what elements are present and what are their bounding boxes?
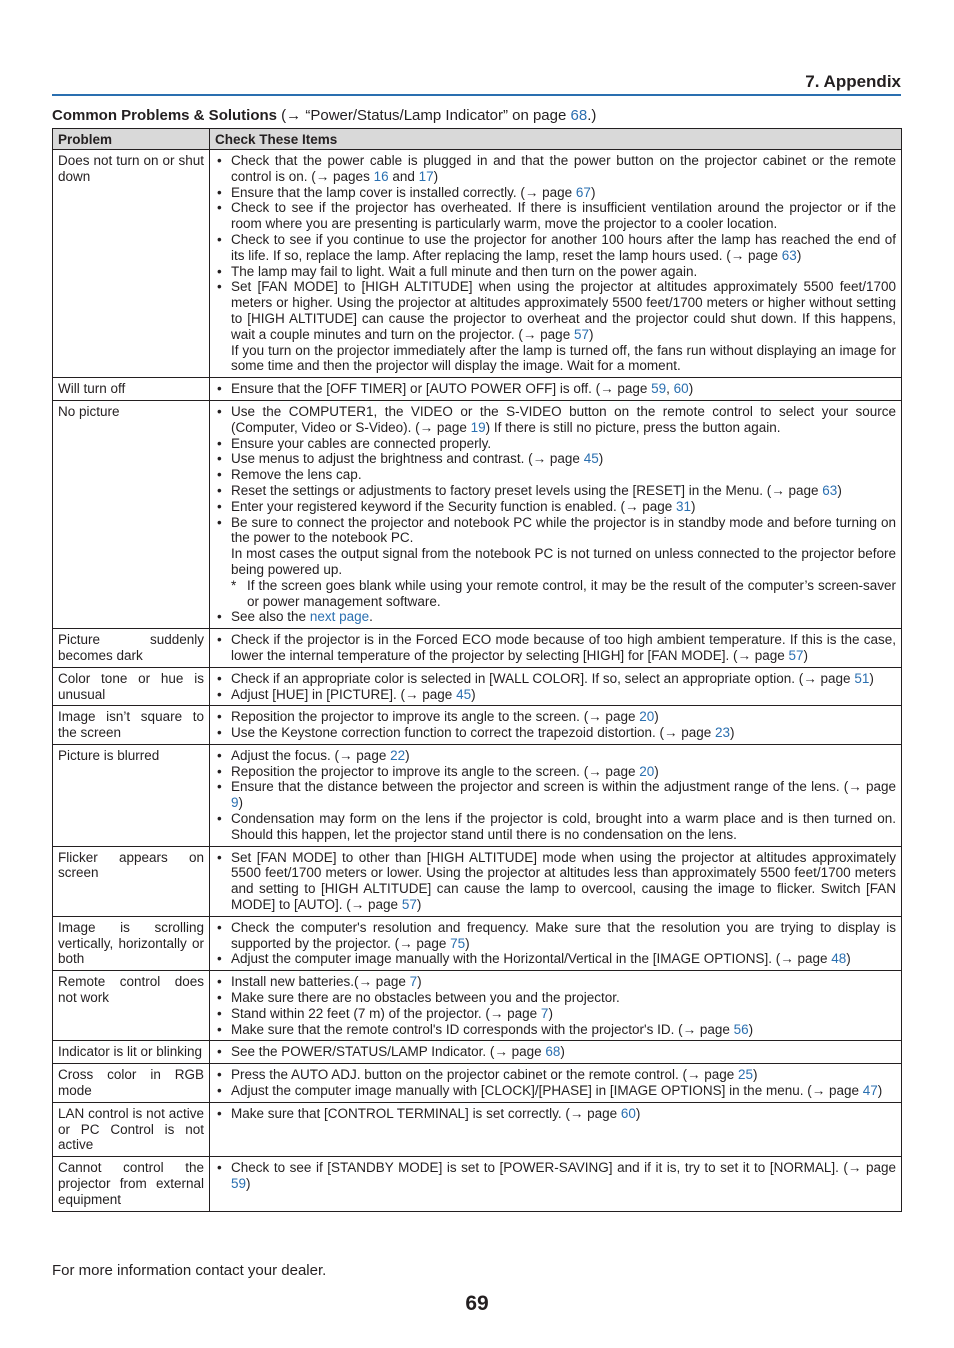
table-row bbox=[53, 744, 902, 846]
check-item: • Ensure that the lamp cover is installed correctly. (→ page 67) bbox=[215, 185, 896, 201]
page-link[interactable]: next page bbox=[309, 609, 370, 625]
check-item: • Install new batteries.(→ page 7) bbox=[215, 974, 896, 990]
page-link[interactable]: 7 bbox=[409, 974, 418, 990]
problem-cell: Cross color in RGB mode bbox=[53, 1064, 210, 1103]
check-items-list bbox=[215, 1044, 896, 1060]
header-check-items: Check These Items bbox=[210, 129, 902, 150]
check-item: • Press the AUTO ADJ. button on the projector cabinet or the remote control. (→ page 25) bbox=[215, 1067, 896, 1083]
table-row bbox=[53, 916, 902, 970]
check-items-cell bbox=[210, 744, 902, 846]
check-item: • Reposition the projector to improve its angle to the screen. (→ page 20) bbox=[215, 709, 896, 725]
table-row bbox=[53, 667, 902, 706]
check-item: • Ensure that the [OFF TIMER] or [AUTO POWER OFF] is off. (→ page 59, 60) bbox=[215, 381, 896, 397]
check-item: • Set [FAN MODE] to [HIGH ALTITUDE] when using the projector at altitudes approximately 5500 feet/1700 meters or higher. Using the projector at altitudes approximately 5500 feet/1700 meters or higher without setting to [HIGH ALTITUDE] can cause the projector to overheat and the projector could shut down. If this happens, wait a couple minutes and turn on the projector. (→ page 57) If you turn on the projector immediately after the lamp is turned off, the fans run without displaying an image for some time and then the projector will display the image. Wait for a moment. bbox=[215, 279, 896, 374]
header-problem: Problem bbox=[53, 129, 210, 150]
check-items-cell bbox=[210, 846, 902, 916]
check-items-list bbox=[215, 632, 896, 664]
page-link[interactable]: 59 bbox=[651, 381, 667, 397]
page-link[interactable]: 9 bbox=[231, 795, 239, 811]
page-number: 69 bbox=[465, 1292, 489, 1315]
table-row bbox=[53, 846, 902, 916]
check-item: • Remove the lens cap. bbox=[215, 467, 896, 483]
check-item: • Adjust the computer image manually with the Horizontal/Vertical in the [IMAGE OPTIONS]. (→ page 48) bbox=[215, 951, 896, 967]
check-items-cell bbox=[210, 1064, 902, 1103]
check-item: • Check to see if you continue to use the projector for another 100 hours after the lamp has reached the end of its life. If so, replace the lamp. After replacing the lamp, reset the lamp hours used. (→ page 63) bbox=[215, 232, 896, 264]
chapter-header bbox=[52, 72, 901, 96]
check-item: • See the POWER/STATUS/LAMP Indicator. (→ page 68) bbox=[215, 1044, 896, 1060]
page-link[interactable]: 60 bbox=[673, 381, 689, 397]
section-title bbox=[52, 107, 596, 124]
check-item: • Be sure to connect the projector and notebook PC while the projector is in standby mode and before turning on the power to the notebook PC. In most cases the output signal from the notebook PC is not turned on unless connected to the projector before being powered up. * If the screen goes blank while using your remote control, it may be the result of the computer’s screen-saver or power management software. bbox=[215, 515, 896, 610]
page-link[interactable]: 23 bbox=[715, 725, 731, 741]
table-row bbox=[53, 1102, 902, 1156]
problem-cell: Flicker appears on screen bbox=[53, 846, 210, 916]
table-row bbox=[53, 1157, 902, 1211]
problem-cell: Cannot control the projector from external equipment bbox=[53, 1157, 210, 1211]
page-link[interactable]: 68 bbox=[545, 1044, 561, 1060]
dealer-note: For more information contact your dealer. bbox=[52, 1262, 327, 1279]
page-link[interactable]: 63 bbox=[822, 482, 838, 498]
problem-cell: Indicator is lit or blinking bbox=[53, 1041, 210, 1064]
check-items-cell bbox=[210, 1157, 902, 1211]
page-link[interactable]: 59 bbox=[231, 1176, 247, 1192]
table-row bbox=[53, 378, 902, 401]
check-item: • Check to see if [STANDBY MODE] is set to [POWER-SAVING] and if it is, try to set it to [NORMAL]. (→ page 59) bbox=[215, 1160, 896, 1192]
section-title-pre: (→ “Power/Status/Lamp Indicator” on page bbox=[277, 107, 571, 124]
check-item: • Use the COMPUTER1, the VIDEO or the S-VIDEO button on the remote control to select your source (Computer, Video or S-Video). (→ page 19) If there is still no picture, press the button again. bbox=[215, 404, 896, 436]
table-row bbox=[53, 150, 902, 378]
page-link[interactable]: 63 bbox=[781, 247, 797, 263]
check-items-cell bbox=[210, 916, 902, 970]
check-item: • Use menus to adjust the brightness and contrast. (→ page 45) bbox=[215, 451, 896, 467]
table-row bbox=[53, 971, 902, 1041]
problem-cell: No picture bbox=[53, 400, 210, 628]
page-link[interactable]: 60 bbox=[620, 1105, 636, 1121]
page-link[interactable]: 57 bbox=[788, 647, 804, 663]
check-item: • Check the computer's resolution and frequency. Make sure that the resolution you are trying to display is supported by the projector. (→ page 75) bbox=[215, 920, 896, 952]
check-items-list bbox=[215, 850, 896, 913]
page-link[interactable]: 45 bbox=[583, 451, 599, 467]
chapter-title: 7. Appendix bbox=[805, 72, 901, 91]
table-row bbox=[53, 706, 902, 745]
check-item: • Make sure that the remote control's ID corresponds with the projector's ID. (→ page 56) bbox=[215, 1022, 896, 1038]
footnote: * If the screen goes blank while using your remote control, it may be the result of the computer’s screen-saver or power management software. bbox=[231, 578, 896, 610]
check-item: • Reposition the projector to improve its angle to the screen. (→ page 20) bbox=[215, 764, 896, 780]
check-items-cell bbox=[210, 629, 902, 668]
problem-cell: Remote control does not work bbox=[53, 971, 210, 1041]
check-item: • Reset the settings or adjustments to factory preset levels using the [RESET] in the Menu. (→ page 63) bbox=[215, 483, 896, 499]
problem-cell: LAN control is not active or PC Control is not active bbox=[53, 1102, 210, 1156]
check-item: • See also the next page. bbox=[215, 609, 896, 625]
page-link[interactable]: 57 bbox=[573, 326, 589, 342]
section-title-page-link[interactable]: 68 bbox=[570, 107, 588, 124]
check-items-cell bbox=[210, 150, 902, 378]
page-link[interactable]: 75 bbox=[450, 935, 466, 951]
check-items-cell bbox=[210, 706, 902, 745]
page-link[interactable]: 67 bbox=[575, 184, 591, 200]
check-item: • Enter your registered keyword if the Security function is enabled. (→ page 31) bbox=[215, 499, 896, 515]
page-link[interactable]: 47 bbox=[862, 1083, 878, 1099]
section-title-post: .) bbox=[587, 107, 597, 124]
check-items-list bbox=[215, 709, 896, 741]
page-link[interactable]: 25 bbox=[738, 1067, 754, 1083]
page-link[interactable]: 31 bbox=[675, 498, 692, 514]
check-item: • Ensure that the distance between the projector and screen is within the adjustment range of the lens. (→ page 9) bbox=[215, 779, 896, 811]
check-item: • Make sure that [CONTROL TERMINAL] is set correctly. (→ page 60) bbox=[215, 1106, 896, 1122]
check-item: • Condensation may form on the lens if the projector is cold, brought into a warm place and is then turned on. Should this happen, let the projector stand until there is no condensation on the lens. bbox=[215, 811, 896, 843]
section-title-bold: Common Problems & Solutions bbox=[52, 107, 278, 124]
check-items-list bbox=[215, 404, 896, 625]
check-item: • Adjust [HUE] in [PICTURE]. (→ page 45) bbox=[215, 687, 896, 703]
page-link[interactable]: 20 bbox=[639, 709, 655, 725]
page-link[interactable]: 20 bbox=[639, 763, 655, 779]
table-row bbox=[53, 400, 902, 628]
problem-cell: Color tone or hue is unusual bbox=[53, 667, 210, 706]
page-link[interactable]: 22 bbox=[390, 747, 406, 763]
check-item: • Ensure your cables are connected properly. bbox=[215, 436, 896, 452]
problem-cell: Image is scrolling vertically, horizontally or both bbox=[53, 916, 210, 970]
table-row bbox=[53, 629, 902, 668]
check-item: • Set [FAN MODE] to other than [HIGH ALTITUDE] mode when using the projector at altitudes approximately 5500 feet/1700 meters or lower. Using the projector at altitudes less than approximately 5500 feet/1700 meters and setting to [HIGH ALTITUDE] can cause the lamp to overcool, causing the image to flicker. Switch [FAN MODE] to [AUTO]. (→ page 57) bbox=[215, 850, 896, 913]
page-link[interactable]: 16 bbox=[373, 168, 389, 184]
problem-cell: Does not turn on or shut down bbox=[53, 150, 210, 378]
problem-cell: Image isn’t square to the screen bbox=[53, 706, 210, 745]
check-item: • Adjust the computer image manually with [CLOCK]/[PHASE] in [IMAGE OPTIONS] in the menu. (→ page 47) bbox=[215, 1083, 896, 1099]
check-items-list bbox=[215, 1106, 896, 1122]
check-item: • Make sure there are no obstacles between you and the projector. bbox=[215, 990, 896, 1006]
check-item: • Use the Keystone correction function to correct the trapezoid distortion. (→ page 23) bbox=[215, 725, 896, 741]
page-link[interactable]: 57 bbox=[401, 897, 417, 913]
check-items-list bbox=[215, 1160, 896, 1192]
check-items-cell bbox=[210, 400, 902, 628]
table-header-row bbox=[53, 129, 902, 150]
table-body bbox=[53, 150, 902, 1212]
page-link[interactable]: 7 bbox=[540, 1005, 549, 1021]
problems-table bbox=[52, 128, 902, 1212]
page-link[interactable]: 56 bbox=[733, 1021, 749, 1037]
check-items-list bbox=[215, 920, 896, 967]
page-link[interactable]: 51 bbox=[854, 670, 870, 686]
page-link[interactable]: 17 bbox=[418, 168, 434, 184]
page-link[interactable]: 48 bbox=[831, 951, 847, 967]
problem-cell: Will turn off bbox=[53, 378, 210, 401]
check-item: • Check if an appropriate color is selected in [WALL COLOR]. If so, select an appropriate option. (→ page 51) bbox=[215, 671, 896, 687]
page-link[interactable]: 19 bbox=[470, 419, 486, 435]
problem-cell: Picture suddenly becomes dark bbox=[53, 629, 210, 668]
check-items-list bbox=[215, 381, 896, 397]
check-item: • Adjust the focus. (→ page 22) bbox=[215, 748, 896, 764]
check-items-cell bbox=[210, 971, 902, 1041]
table-row bbox=[53, 1064, 902, 1103]
check-items-cell bbox=[210, 667, 902, 706]
check-items-list bbox=[215, 748, 896, 843]
check-item: • Check that the power cable is plugged in and that the power button on the projector cabinet or the remote control is on. (→ pages 16 and 17) bbox=[215, 153, 896, 185]
check-items-list bbox=[215, 1067, 896, 1099]
problem-cell: Picture is blurred bbox=[53, 744, 210, 846]
table-row bbox=[53, 1041, 902, 1064]
check-items-cell bbox=[210, 1041, 902, 1064]
check-items-list bbox=[215, 671, 896, 703]
check-item: • Check to see if the projector has overheated. If there is insufficient ventilation around the projector or if the room where you are presenting is particularly warm, move the projector to a cooler location. bbox=[215, 200, 896, 232]
check-item: • The lamp may fail to light. Wait a full minute and then turn on the power again. bbox=[215, 264, 896, 280]
check-items-list bbox=[215, 974, 896, 1037]
check-item: • Check if the projector is in the Forced ECO mode because of too high ambient temperature. If this is the case, lower the internal temperature of the projector by selecting [HIGH] for [FAN MODE]. (→ page 57) bbox=[215, 632, 896, 664]
page-link[interactable]: 45 bbox=[456, 686, 472, 702]
check-items-cell bbox=[210, 1102, 902, 1156]
check-item: • Stand within 22 feet (7 m) of the projector. (→ page 7) bbox=[215, 1006, 896, 1022]
check-items-list bbox=[215, 153, 896, 374]
check-items-cell bbox=[210, 378, 902, 401]
